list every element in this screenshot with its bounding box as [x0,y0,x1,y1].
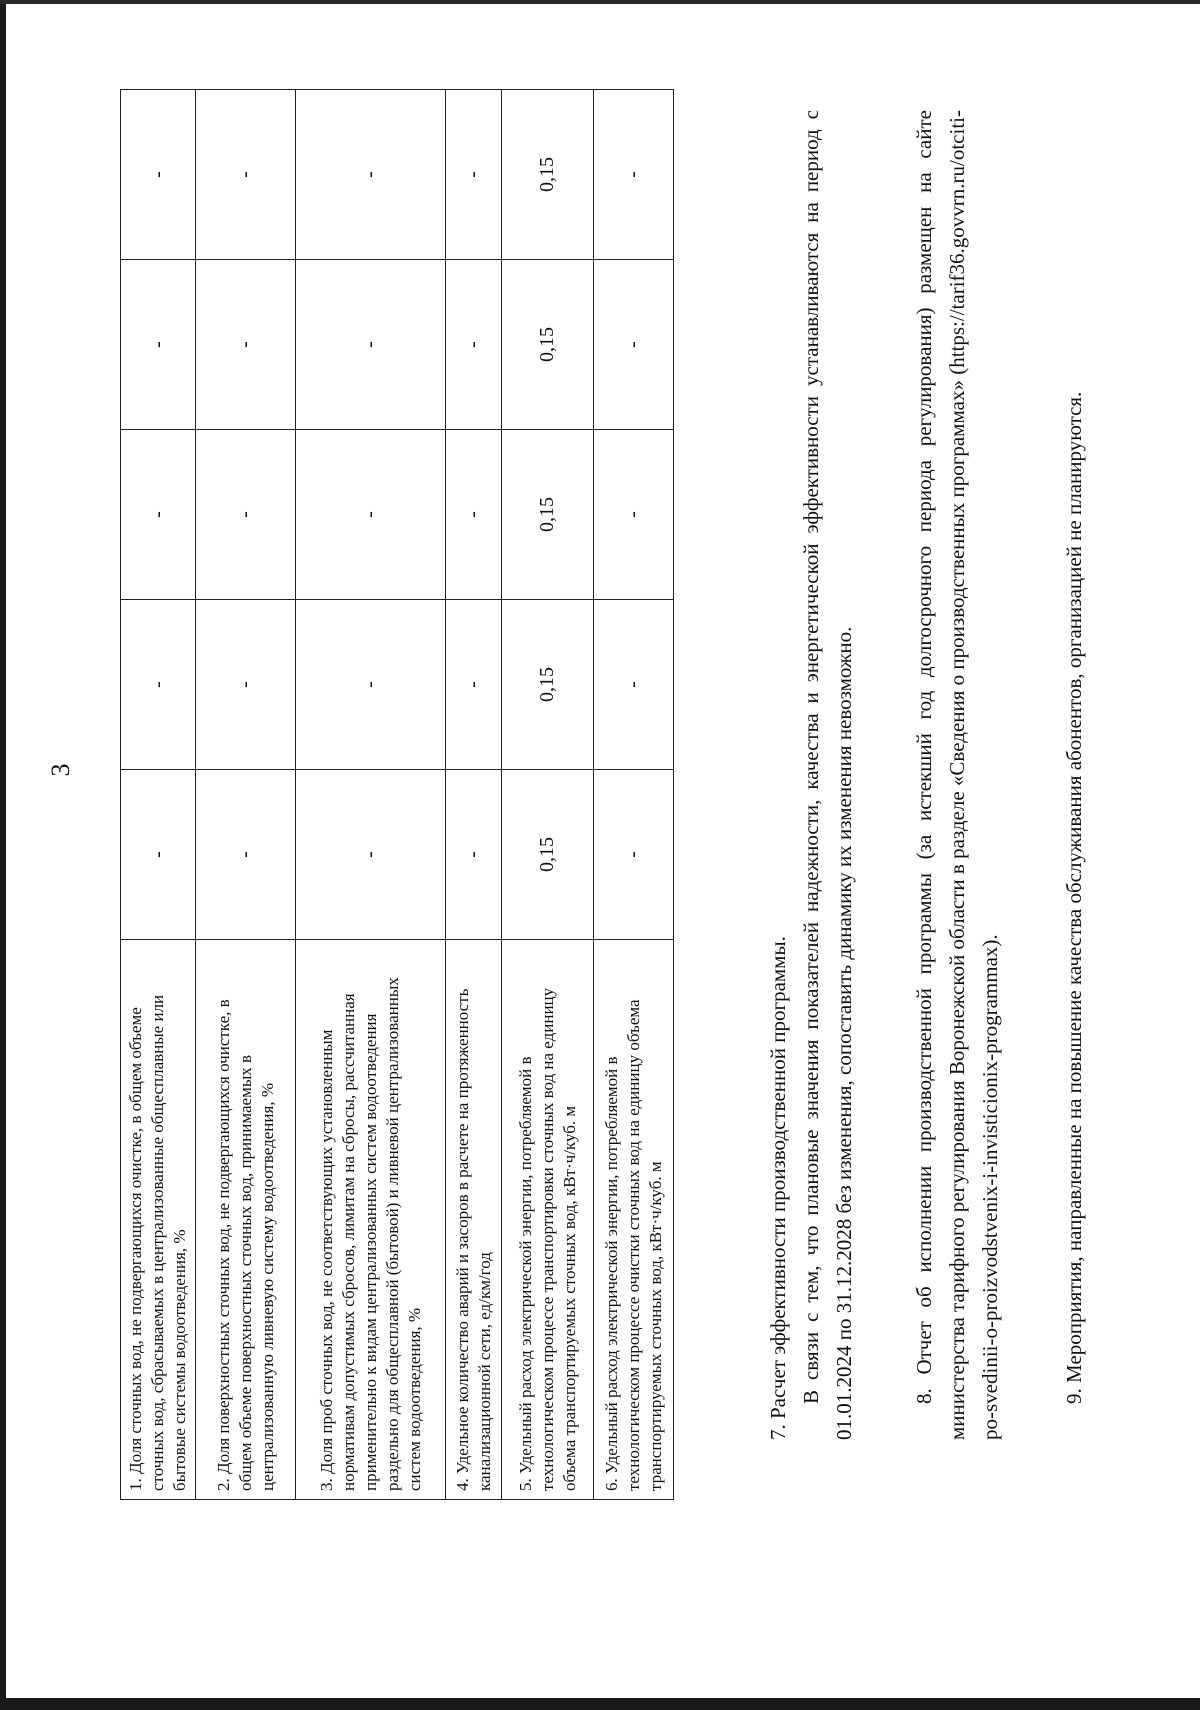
indicator-name: 6. Удельный расход электрической энергии, потребляемой в технологическом процессе очистки сточных вод на единицу объема транспортируемых сточных вод, кВт·ч/куб. м [594,940,674,1500]
indicator-value: - [446,770,502,940]
indicator-value: - [594,260,674,430]
table-row [121,90,196,1500]
indicator-value: - [446,260,502,430]
table-row [502,90,594,1500]
indicators-table-body [121,90,674,1500]
scan-border-left [0,0,6,1710]
indicator-value: - [121,90,196,260]
scan-border-bottom [0,1698,1200,1710]
indicator-value: - [121,600,196,770]
indicator-name: 2. Доля поверхностных сточных вод, не подвергающихся очистке, в общем объеме поверхностных сточных вод, принимаемых в централизованную ливневую систему водоотведения, % [196,940,296,1500]
indicator-value: - [121,430,196,600]
indicator-value: 0,15 [502,430,594,600]
table-row [594,90,674,1500]
indicator-value: - [594,430,674,600]
indicator-value: - [446,600,502,770]
indicator-value: - [296,770,446,940]
section-7-title: 7. Расчет эффективности производственной программы. [766,936,790,1440]
indicator-name: 4. Удельное количество аварий и засоров в расчете на протяженность канализационной сети, ед/км/год [446,940,502,1500]
section-8 [908,110,1007,1440]
indicator-value: - [196,430,296,600]
indicator-value: 0,15 [502,260,594,430]
indicator-value: - [121,260,196,430]
table-row [196,90,296,1500]
indicator-value: - [196,600,296,770]
indicator-name: 5. Удельный расход электрической энергии, потребляемой в технологическом процессе транспортировки сточных вод на единицу объема транспортируемых сточных вод, кВт·ч/куб. м [502,940,594,1500]
indicator-value: 0,15 [502,600,594,770]
indicator-value: - [196,770,296,940]
indicator-value: - [594,90,674,260]
indicator-value: - [594,770,674,940]
page-number: 3 [46,763,75,777]
section-9 [1058,110,1091,1440]
section-7-body: В связи с тем, что плановые значения показателей надежности, качества и энергетической эффективности устанавливаются на период с 01.01.2024 по 31.12.2028 без изменения, сопоставить динамику их изменения невозможно. [799,110,856,1440]
indicator-value: - [446,90,502,260]
indicator-value: - [196,90,296,260]
scan-border-top [0,0,1200,4]
indicator-value: - [296,90,446,260]
indicator-value: - [296,430,446,600]
indicator-name: 1. Доля сточных вод, не подвергающихся очистке, в общем объеме сточных вод, сбрасываемых в централизованные общесплавные или бытовые системы водоотведения, % [121,940,196,1500]
indicator-value: - [296,260,446,430]
section-9-body: 9. Мероприятия, направленные на повышение качества обслуживания абонентов, организацией не планируются. [1062,391,1086,1404]
section-7 [762,110,861,1440]
indicator-value: - [446,430,502,600]
table-row [296,90,446,1500]
table-row [446,90,502,1500]
section-8-body: 8. Отчет об исполнении производственной программы (за истекший год долгосрочного периода регулирования) размещен на сайте министерства тарифного регулирования Воронежской области в разделе «Сведения о производственных программах» (https://tarif36.govvrn.ru/otciti-po-svedinii-o-proizvodstvenix-i-invisticionix-programmax). [912,110,1002,1440]
indicator-value: - [296,600,446,770]
indicator-value: 0,15 [502,90,594,260]
indicator-value: - [196,260,296,430]
indicator-value: - [121,770,196,940]
indicators-table [120,89,674,1500]
rotated-page [40,90,1160,1650]
indicator-name: 3. Доля проб сточных вод, не соответствующих установленным нормативам допустимых сбросов, лимитам на сбросы, рассчитанная применительно к видам централизованных систем водоотведения раздельно для общесплавной (бытовой) и ливневой централизованных систем водоотведения, % [296,940,446,1500]
indicator-value: - [594,600,674,770]
indicator-value: 0,15 [502,770,594,940]
